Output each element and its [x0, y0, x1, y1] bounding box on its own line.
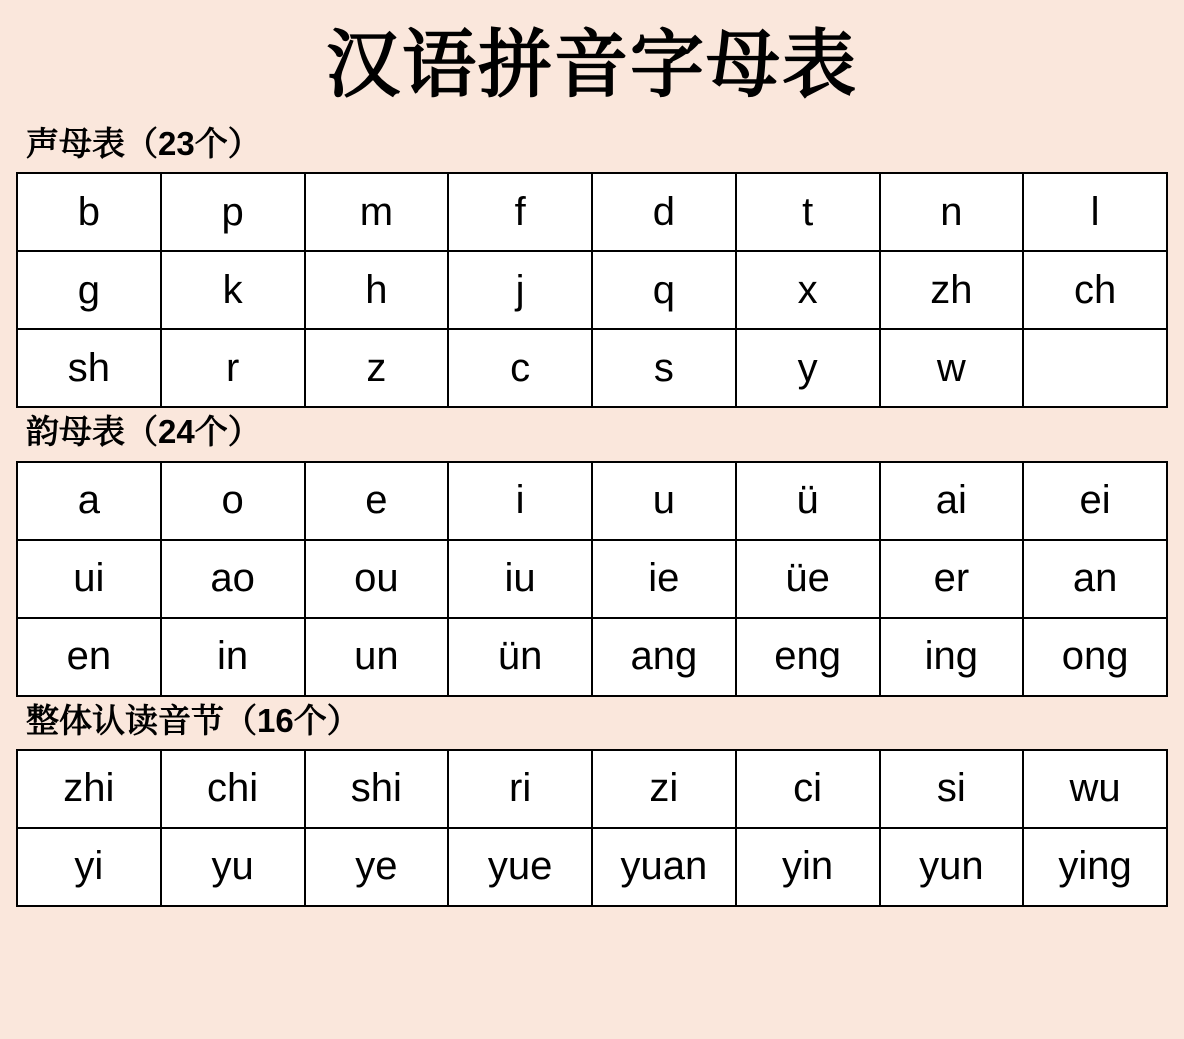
- cell: ong: [1023, 618, 1167, 696]
- cell: wu: [1023, 750, 1167, 828]
- cell: x: [736, 251, 880, 329]
- cell: w: [880, 329, 1024, 407]
- cell: yun: [880, 828, 1024, 906]
- cell: t: [736, 173, 880, 251]
- cell: ui: [17, 540, 161, 618]
- cell: ou: [305, 540, 449, 618]
- cell: ing: [880, 618, 1024, 696]
- cell: g: [17, 251, 161, 329]
- cell: ang: [592, 618, 736, 696]
- cell: yi: [17, 828, 161, 906]
- cell: ie: [592, 540, 736, 618]
- cell: an: [1023, 540, 1167, 618]
- cell: s: [592, 329, 736, 407]
- table-row: [17, 750, 1167, 828]
- cell: er: [880, 540, 1024, 618]
- cell: un: [305, 618, 449, 696]
- section-whole-syllables: [16, 697, 1168, 907]
- cell: p: [161, 173, 305, 251]
- cell: zhi: [17, 750, 161, 828]
- table-initials: [16, 172, 1168, 408]
- cell: j: [448, 251, 592, 329]
- cell: c: [448, 329, 592, 407]
- section-label-whole-syllables: 整体认读音节（16个）: [26, 701, 360, 739]
- table-row: [17, 540, 1167, 618]
- table-whole-syllables: [16, 749, 1168, 907]
- section-label-finals: 韵母表（24个）: [26, 413, 261, 451]
- section-initials: [16, 120, 1168, 408]
- cell: d: [592, 173, 736, 251]
- cell: f: [448, 173, 592, 251]
- cell: yuan: [592, 828, 736, 906]
- cell: z: [305, 329, 449, 407]
- cell: iu: [448, 540, 592, 618]
- cell-empty: [1023, 329, 1167, 407]
- cell: a: [17, 462, 161, 540]
- cell: yu: [161, 828, 305, 906]
- cell: yin: [736, 828, 880, 906]
- cell: ün: [448, 618, 592, 696]
- table-finals: [16, 461, 1168, 697]
- cell: h: [305, 251, 449, 329]
- cell: ü: [736, 462, 880, 540]
- cell: chi: [161, 750, 305, 828]
- cell: en: [17, 618, 161, 696]
- table-row: [17, 329, 1167, 407]
- cell: i: [448, 462, 592, 540]
- cell: u: [592, 462, 736, 540]
- cell: sh: [17, 329, 161, 407]
- cell: ao: [161, 540, 305, 618]
- cell: ying: [1023, 828, 1167, 906]
- page-title: 汉语拼音字母表: [326, 23, 858, 106]
- table-row: [17, 828, 1167, 906]
- cell: n: [880, 173, 1024, 251]
- cell: zh: [880, 251, 1024, 329]
- cell: shi: [305, 750, 449, 828]
- cell: k: [161, 251, 305, 329]
- cell: l: [1023, 173, 1167, 251]
- table-wrap-whole-syllables: [16, 749, 1168, 907]
- table-row: [17, 462, 1167, 540]
- cell: r: [161, 329, 305, 407]
- section-label-initials: 声母表（23个）: [26, 125, 261, 162]
- cell: eng: [736, 618, 880, 696]
- cell: si: [880, 750, 1024, 828]
- cell: üe: [736, 540, 880, 618]
- cell: ai: [880, 462, 1024, 540]
- cell: e: [305, 462, 449, 540]
- cell: zi: [592, 750, 736, 828]
- cell: ci: [736, 750, 880, 828]
- cell: ei: [1023, 462, 1167, 540]
- table-wrap-initials: [16, 172, 1168, 408]
- table-row: [17, 173, 1167, 251]
- cell: ye: [305, 828, 449, 906]
- table-row: [17, 251, 1167, 329]
- table-row: [17, 618, 1167, 696]
- cell: in: [161, 618, 305, 696]
- cell: o: [161, 462, 305, 540]
- cell: yue: [448, 828, 592, 906]
- cell: b: [17, 173, 161, 251]
- cell: ri: [448, 750, 592, 828]
- cell: q: [592, 251, 736, 329]
- cell: ch: [1023, 251, 1167, 329]
- table-wrap-finals: [16, 461, 1168, 697]
- cell: m: [305, 173, 449, 251]
- section-finals: [16, 408, 1168, 696]
- cell: y: [736, 329, 880, 407]
